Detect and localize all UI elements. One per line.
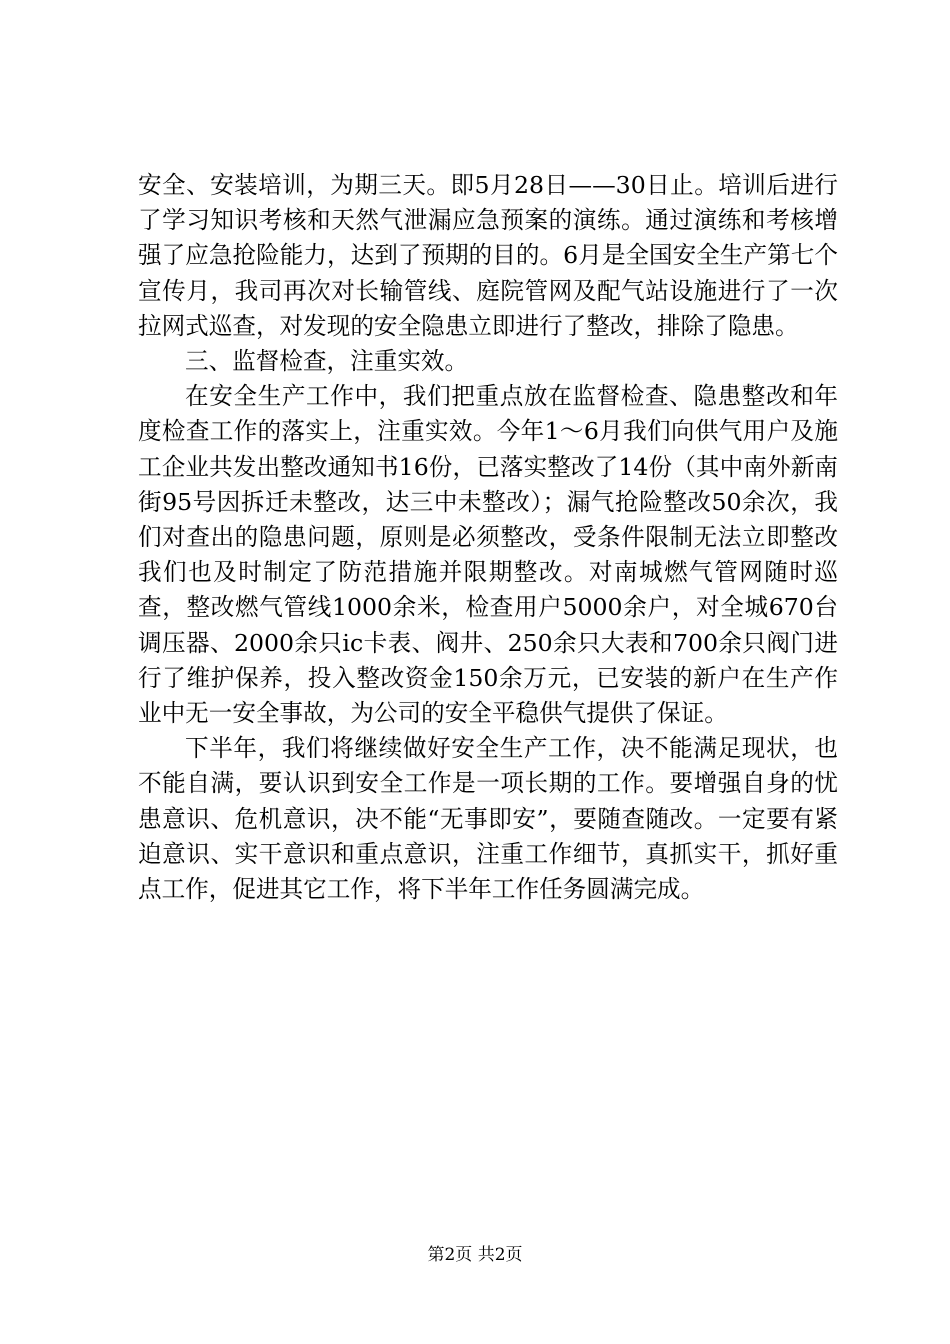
document-body [138,168,838,907]
paragraph-inspection: 在安全生产工作中，我们把重点放在监督检查、隐患整改和年度检查工作的落实上，注重实效。今年1～6月我们向供气用户及施工企业共发出整改通知书16份，已落实整改了14份（其中南外新南街95号因拆迁未整改，达三中未整改）；漏气抢险整改50余次，我们对查出的隐患问题，原则是必须整改，受条件限制无法立即整改我们也及时制定了防范措施并限期整改。对南城燃气管网随时巡查，整改燃气管线1000余米，检查用户5000余户，对全城670台调压器、2000余只ic卡表、阀井、250余只大表和700余只阀门进行了维护保养，投入整改资金150余万元，已安装的新户在生产作业中无一安全事故，为公司的安全平稳供气提供了保证。 [138,382,838,728]
page-number-footer: 第2页 共2页 [427,1245,523,1265]
paragraph-second-half: 下半年，我们将继续做好安全生产工作，决不能满足现状，也不能自满，要认识到安全工作是一项长期的工作。要增强自身的忧患意识、危机意识，决不能“无事即安”，要随查随改。一定要有紧迫意识、实干意识和重点意识，注重工作细节，真抓实干，抓好重点工作，促进其它工作，将下半年工作任务圆满完成。 [138,734,838,904]
section-heading-supervision: 三、监督检查，注重实效。 [185,347,469,376]
paragraph-training: 安全、安装培训，为期三天。即5月28日——30日止。培训后进行了学习知识考核和天然气泄漏应急预案的演练。通过演练和考核增强了应急抢险能力，达到了预期的目的。6月是全国安全生产第七个宣传月，我司再次对长输管线、庭院管网及配气站设施进行了一次拉网式巡查，对发现的安全隐患立即进行了整改，排除了隐患。 [138,171,838,340]
